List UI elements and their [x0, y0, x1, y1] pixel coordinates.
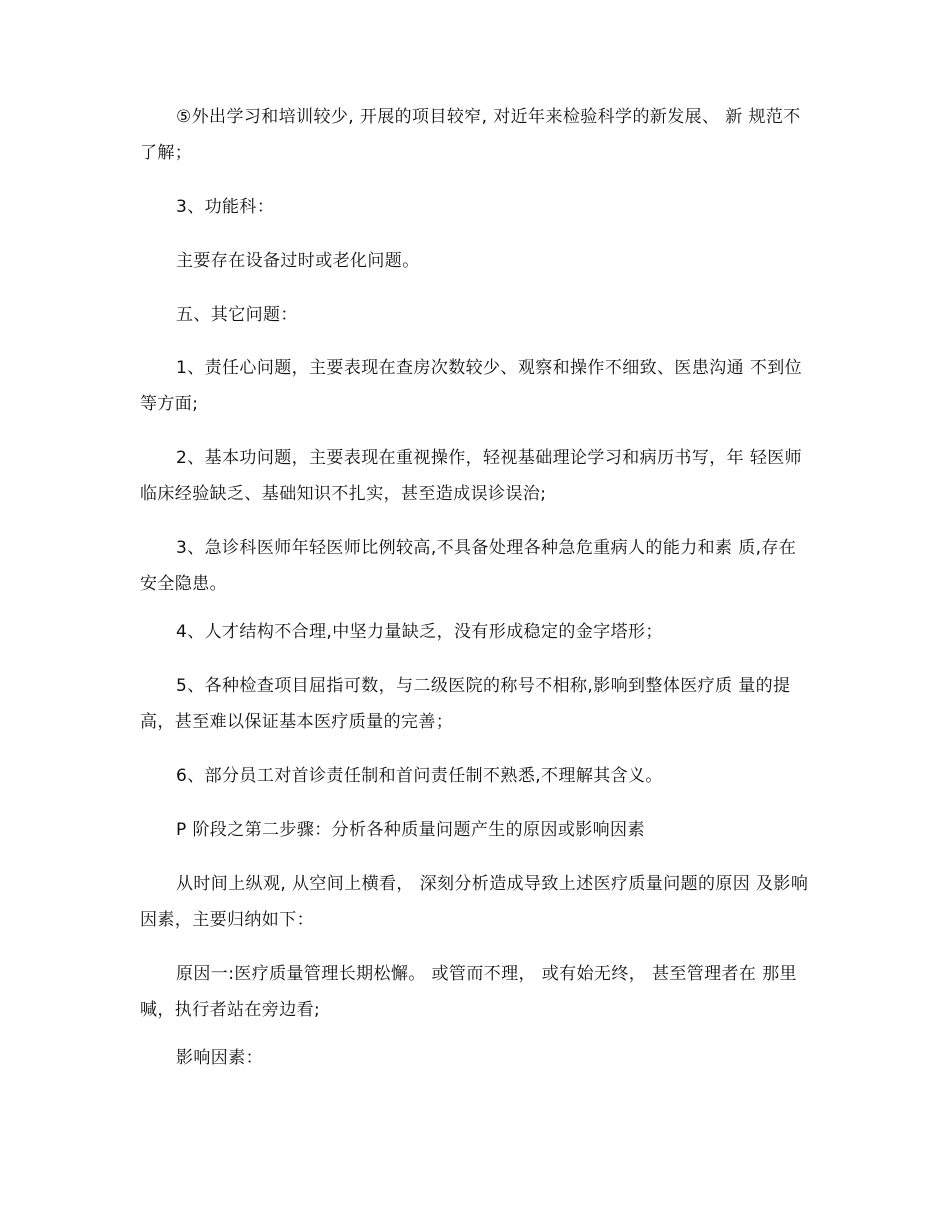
paragraph-equipment-issue: 主要存在设备过时或老化问题。: [176, 251, 420, 271]
paragraph-talent-structure: 4、人才结构不合理,中坚力量缺乏，没有形成稳定的金字塔形；: [176, 622, 663, 642]
heading-influencing-factors: 影响因素：: [176, 1048, 263, 1068]
heading-p-stage-step-two: P 阶段之第二步骤：分析各种质量问题产生的原因或影响因素: [176, 820, 645, 840]
paragraph-basic-skills: 2、基本功问题，主要表现在重视操作，轻视基础理论学习和病历书写，年 轻医师临床经验缺乏、基础知识不扎实，甚至造成误诊误治;: [140, 448, 803, 504]
paragraph-emergency-dept: 3、急诊科医师年轻医师比例较高,不具备处理各种急危重病人的能力和素 质,存在安全隐患。: [140, 538, 797, 594]
heading-functional-dept: 3、功能科：: [176, 197, 275, 217]
paragraph-exam-items: 5、各种检查项目屈指可数，与二级医院的称号不相称,影响到整体医疗质 量的提高，甚至难以保证基本医疗质量的完善；: [140, 676, 791, 732]
heading-other-issues: 五、其它问题：: [176, 305, 298, 325]
paragraph-analysis-intro: 从时间上纵观, 从空间上横看， 深刻分析造成导致上述医疗质量问题的原因 及影响因素，主要归纳如下：: [140, 874, 809, 930]
paragraph-cause-one: 原因一:医疗质量管理长期松懈。 或管而不理， 或有始无终， 甚至管理者在 那里喊，执行者站在旁边看;: [140, 964, 797, 1020]
paragraph-lab-training: ⑤外出学习和培训较少, 开展的项目较窄, 对近年来检验科学的新发展、 新 规范不了解；: [140, 107, 801, 163]
paragraph-first-diagnosis: 6、部分员工对首诊责任制和首问责任制不熟悉,不理解其含义。: [176, 766, 663, 786]
paragraph-responsibility: 1、责任心问题，主要表现在查房次数较少、观察和操作不细致、医患沟通 不到位等方面;: [140, 358, 803, 414]
